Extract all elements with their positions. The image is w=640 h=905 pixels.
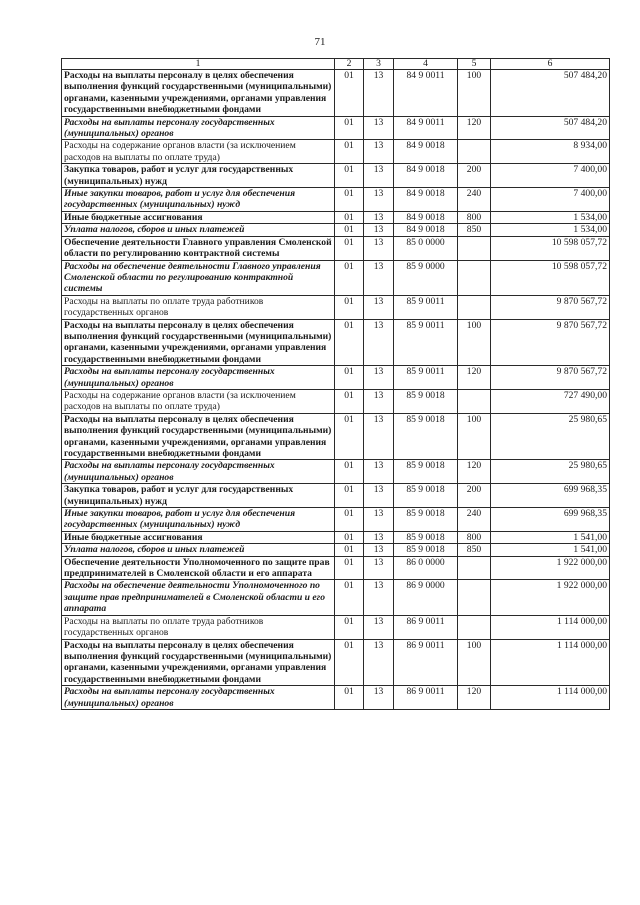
row-name-cell: Закупка товаров, работ и услуг для государственных (муниципальных) нужд xyxy=(62,164,335,188)
row-amount-cell: 1 534,00 xyxy=(491,211,610,223)
row-target-code-cell: 85 9 0018 xyxy=(394,413,458,460)
row-expense-type-cell: 120 xyxy=(458,460,491,484)
row-amount-cell: 7 400,00 xyxy=(491,164,610,188)
table-row xyxy=(62,164,610,188)
row-section-cell: 01 xyxy=(335,389,364,413)
row-subsection-cell: 13 xyxy=(364,224,394,236)
row-expense-type-cell xyxy=(458,580,491,615)
row-target-code-cell: 85 9 0018 xyxy=(394,531,458,543)
row-amount-cell: 8 934,00 xyxy=(491,140,610,164)
row-expense-type-cell: 100 xyxy=(458,70,491,117)
row-name-cell: Расходы на выплаты персоналу государственных (муниципальных) органов xyxy=(62,116,335,140)
row-section-cell: 01 xyxy=(335,224,364,236)
table-row xyxy=(62,260,610,295)
row-section-cell: 01 xyxy=(335,639,364,686)
row-target-code-cell: 84 9 0018 xyxy=(394,164,458,188)
row-name-cell: Иные закупки товаров, работ и услуг для обеспечения государственных (муниципальных) нужд xyxy=(62,508,335,532)
col-header-6: 6 xyxy=(491,59,610,70)
row-amount-cell: 1 114 000,00 xyxy=(491,639,610,686)
row-target-code-cell: 85 0 0000 xyxy=(394,236,458,260)
row-subsection-cell: 13 xyxy=(364,140,394,164)
row-section-cell: 01 xyxy=(335,413,364,460)
row-target-code-cell: 84 9 0011 xyxy=(394,70,458,117)
table-row xyxy=(62,531,610,543)
row-target-code-cell: 84 9 0011 xyxy=(394,116,458,140)
row-section-cell: 01 xyxy=(335,556,364,580)
row-amount-cell: 1 922 000,00 xyxy=(491,556,610,580)
table-body xyxy=(62,70,610,710)
row-name-cell: Расходы на выплаты персоналу в целях обеспечения выполнения функций государственными (муниципальными) органами, казенными учреждениями, органами управления государственными внебюджетными фондами xyxy=(62,70,335,117)
table-row xyxy=(62,236,610,260)
row-target-code-cell: 86 9 0011 xyxy=(394,686,458,710)
row-name-cell: Иные закупки товаров, работ и услуг для обеспечения государственных (муниципальных) нужд xyxy=(62,188,335,212)
row-expense-type-cell: 120 xyxy=(458,116,491,140)
row-section-cell: 01 xyxy=(335,544,364,556)
row-expense-type-cell: 200 xyxy=(458,164,491,188)
row-name-cell: Расходы на выплаты по оплате труда работников государственных органов xyxy=(62,295,335,319)
row-expense-type-cell xyxy=(458,260,491,295)
row-amount-cell: 10 598 057,72 xyxy=(491,236,610,260)
row-expense-type-cell: 800 xyxy=(458,531,491,543)
row-amount-cell: 727 490,00 xyxy=(491,389,610,413)
table-row xyxy=(62,366,610,390)
row-subsection-cell: 13 xyxy=(364,508,394,532)
row-subsection-cell: 13 xyxy=(364,366,394,390)
table-row xyxy=(62,70,610,117)
row-subsection-cell: 13 xyxy=(364,615,394,639)
row-subsection-cell: 13 xyxy=(364,188,394,212)
row-expense-type-cell: 100 xyxy=(458,319,491,366)
table-header-row xyxy=(62,59,610,70)
table-row xyxy=(62,116,610,140)
table-row xyxy=(62,413,610,460)
row-amount-cell: 9 870 567,72 xyxy=(491,366,610,390)
row-section-cell: 01 xyxy=(335,460,364,484)
table-row xyxy=(62,484,610,508)
row-name-cell: Расходы на выплаты по оплате труда работников государственных органов xyxy=(62,615,335,639)
row-section-cell: 01 xyxy=(335,686,364,710)
table-row xyxy=(62,686,610,710)
row-expense-type-cell: 100 xyxy=(458,639,491,686)
row-target-code-cell: 86 9 0011 xyxy=(394,639,458,686)
row-amount-cell: 9 870 567,72 xyxy=(491,319,610,366)
row-section-cell: 01 xyxy=(335,531,364,543)
col-header-3: 3 xyxy=(364,59,394,70)
row-name-cell: Уплата налогов, сборов и иных платежей xyxy=(62,224,335,236)
row-section-cell: 01 xyxy=(335,260,364,295)
row-subsection-cell: 13 xyxy=(364,295,394,319)
row-amount-cell: 7 400,00 xyxy=(491,188,610,212)
row-section-cell: 01 xyxy=(335,188,364,212)
row-expense-type-cell xyxy=(458,236,491,260)
row-name-cell: Закупка товаров, работ и услуг для государственных (муниципальных) нужд xyxy=(62,484,335,508)
col-header-1: 1 xyxy=(62,59,335,70)
row-subsection-cell: 13 xyxy=(364,556,394,580)
row-name-cell: Расходы на выплаты персоналу в целях обеспечения выполнения функций государственными (муниципальными) органами, казенными учреждениями, органами управления государственными внебюджетными фондами xyxy=(62,413,335,460)
row-name-cell: Обеспечение деятельности Главного управления Смоленской области по регулированию контрактной системы xyxy=(62,236,335,260)
row-name-cell: Расходы на выплаты персоналу государственных (муниципальных) органов xyxy=(62,460,335,484)
row-name-cell: Расходы на выплаты персоналу в целях обеспечения выполнения функций государственными (муниципальными) органами, казенными учреждениями, органами управления государственными внебюджетными фондами xyxy=(62,319,335,366)
table-row xyxy=(62,544,610,556)
row-section-cell: 01 xyxy=(335,508,364,532)
row-target-code-cell: 84 9 0018 xyxy=(394,224,458,236)
row-subsection-cell: 13 xyxy=(364,639,394,686)
table-row xyxy=(62,188,610,212)
row-expense-type-cell: 850 xyxy=(458,224,491,236)
row-expense-type-cell xyxy=(458,556,491,580)
row-name-cell: Расходы на содержание органов власти (за исключением расходов на выплаты по оплате труда) xyxy=(62,140,335,164)
row-section-cell: 01 xyxy=(335,116,364,140)
row-target-code-cell: 85 9 0018 xyxy=(394,389,458,413)
row-expense-type-cell: 120 xyxy=(458,686,491,710)
row-name-cell: Иные бюджетные ассигнования xyxy=(62,211,335,223)
row-name-cell: Расходы на выплаты персоналу в целях обеспечения выполнения функций государственными (муниципальными) органами, казенными учреждениями, органами управления государственными внебюджетными фондами xyxy=(62,639,335,686)
row-section-cell: 01 xyxy=(335,70,364,117)
row-subsection-cell: 13 xyxy=(364,236,394,260)
row-expense-type-cell: 850 xyxy=(458,544,491,556)
table-row xyxy=(62,224,610,236)
table-row xyxy=(62,211,610,223)
row-target-code-cell: 85 9 0011 xyxy=(394,366,458,390)
table-row xyxy=(62,389,610,413)
row-amount-cell: 25 980,65 xyxy=(491,460,610,484)
col-header-5: 5 xyxy=(458,59,491,70)
row-expense-type-cell: 240 xyxy=(458,188,491,212)
row-expense-type-cell: 240 xyxy=(458,508,491,532)
table-row xyxy=(62,319,610,366)
row-amount-cell: 10 598 057,72 xyxy=(491,260,610,295)
row-section-cell: 01 xyxy=(335,140,364,164)
row-target-code-cell: 86 9 0000 xyxy=(394,580,458,615)
row-subsection-cell: 13 xyxy=(364,460,394,484)
row-subsection-cell: 13 xyxy=(364,260,394,295)
row-subsection-cell: 13 xyxy=(364,389,394,413)
row-section-cell: 01 xyxy=(335,366,364,390)
row-amount-cell: 699 968,35 xyxy=(491,484,610,508)
row-target-code-cell: 85 9 0018 xyxy=(394,508,458,532)
row-amount-cell: 1 541,00 xyxy=(491,544,610,556)
table-row xyxy=(62,295,610,319)
row-name-cell: Расходы на выплаты персоналу государственных (муниципальных) органов xyxy=(62,366,335,390)
row-subsection-cell: 13 xyxy=(364,544,394,556)
budget-table xyxy=(61,58,610,710)
row-section-cell: 01 xyxy=(335,484,364,508)
col-header-4: 4 xyxy=(394,59,458,70)
row-target-code-cell: 86 9 0011 xyxy=(394,615,458,639)
row-subsection-cell: 13 xyxy=(364,580,394,615)
row-subsection-cell: 13 xyxy=(364,686,394,710)
col-header-2: 2 xyxy=(335,59,364,70)
table-row xyxy=(62,580,610,615)
row-target-code-cell: 86 0 0000 xyxy=(394,556,458,580)
row-expense-type-cell: 800 xyxy=(458,211,491,223)
row-amount-cell: 1 114 000,00 xyxy=(491,615,610,639)
row-section-cell: 01 xyxy=(335,580,364,615)
row-name-cell: Расходы на содержание органов власти (за исключением расходов на выплаты по оплате труда) xyxy=(62,389,335,413)
row-target-code-cell: 85 9 0011 xyxy=(394,295,458,319)
row-target-code-cell: 85 9 0018 xyxy=(394,544,458,556)
row-expense-type-cell xyxy=(458,295,491,319)
table-row xyxy=(62,140,610,164)
table-row xyxy=(62,460,610,484)
row-target-code-cell: 85 9 0011 xyxy=(394,319,458,366)
row-name-cell: Обеспечение деятельности Уполномоченного по защите прав предпринимателей в Смоленской области и его аппарата xyxy=(62,556,335,580)
row-amount-cell: 1 541,00 xyxy=(491,531,610,543)
row-target-code-cell: 85 9 0018 xyxy=(394,484,458,508)
row-amount-cell: 699 968,35 xyxy=(491,508,610,532)
row-name-cell: Уплата налогов, сборов и иных платежей xyxy=(62,544,335,556)
row-subsection-cell: 13 xyxy=(364,70,394,117)
row-amount-cell: 25 980,65 xyxy=(491,413,610,460)
row-section-cell: 01 xyxy=(335,211,364,223)
row-amount-cell: 1 534,00 xyxy=(491,224,610,236)
row-target-code-cell: 85 9 0018 xyxy=(394,460,458,484)
row-amount-cell: 9 870 567,72 xyxy=(491,295,610,319)
row-target-code-cell: 84 9 0018 xyxy=(394,211,458,223)
row-section-cell: 01 xyxy=(335,295,364,319)
row-expense-type-cell: 200 xyxy=(458,484,491,508)
row-expense-type-cell xyxy=(458,140,491,164)
row-expense-type-cell xyxy=(458,615,491,639)
row-section-cell: 01 xyxy=(335,615,364,639)
row-section-cell: 01 xyxy=(335,319,364,366)
page-number: 71 xyxy=(314,36,326,48)
row-expense-type-cell: 120 xyxy=(458,366,491,390)
row-subsection-cell: 13 xyxy=(364,211,394,223)
row-section-cell: 01 xyxy=(335,164,364,188)
row-amount-cell: 1 114 000,00 xyxy=(491,686,610,710)
row-target-code-cell: 84 9 0018 xyxy=(394,140,458,164)
table-row xyxy=(62,615,610,639)
row-subsection-cell: 13 xyxy=(364,319,394,366)
row-section-cell: 01 xyxy=(335,236,364,260)
row-amount-cell: 507 484,20 xyxy=(491,116,610,140)
row-subsection-cell: 13 xyxy=(364,164,394,188)
row-expense-type-cell xyxy=(458,389,491,413)
table-row xyxy=(62,508,610,532)
row-name-cell: Расходы на обеспечение деятельности Главного управления Смоленской области по регулированию контрактной системы xyxy=(62,260,335,295)
row-subsection-cell: 13 xyxy=(364,484,394,508)
row-target-code-cell: 84 9 0018 xyxy=(394,188,458,212)
row-subsection-cell: 13 xyxy=(364,531,394,543)
row-subsection-cell: 13 xyxy=(364,413,394,460)
row-name-cell: Иные бюджетные ассигнования xyxy=(62,531,335,543)
row-amount-cell: 507 484,20 xyxy=(491,70,610,117)
row-subsection-cell: 13 xyxy=(364,116,394,140)
row-target-code-cell: 85 9 0000 xyxy=(394,260,458,295)
table-row xyxy=(62,639,610,686)
row-name-cell: Расходы на обеспечение деятельности Уполномоченного по защите прав предпринимателей в Смоленской области и его аппарата xyxy=(62,580,335,615)
row-amount-cell: 1 922 000,00 xyxy=(491,580,610,615)
table-row xyxy=(62,556,610,580)
row-name-cell: Расходы на выплаты персоналу государственных (муниципальных) органов xyxy=(62,686,335,710)
row-expense-type-cell: 100 xyxy=(458,413,491,460)
